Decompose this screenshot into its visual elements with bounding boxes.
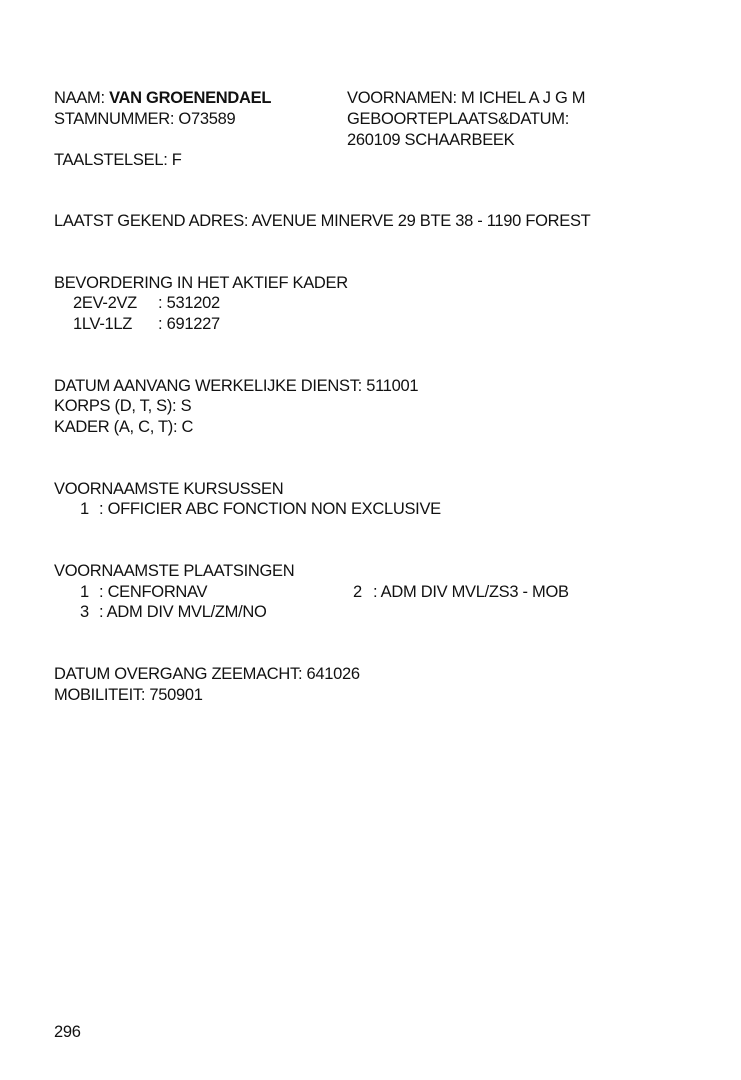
page-number: 296 xyxy=(54,1023,81,1041)
plaatsing-text: : ADM DIV MVL/ZM/NO xyxy=(99,603,267,621)
korps-line: KORPS (D, T, S): S xyxy=(54,397,192,415)
kursus-text: : OFFICIER ABC FONCTION NON EXCLUSIVE xyxy=(99,500,441,518)
naam-line xyxy=(54,88,271,108)
geboorte-label: GEBOORTEPLAATS&DATUM: xyxy=(347,110,569,128)
naam-value: VAN GROENENDAEL xyxy=(109,89,272,107)
plaatsing-number: 2 xyxy=(353,583,362,601)
kursus-number: 1 xyxy=(80,500,89,518)
voornamen-line: VOORNAMEN: M ICHEL A J G M xyxy=(347,89,586,107)
overgang-zeemacht-line: DATUM OVERGANG ZEEMACHT: 641026 xyxy=(54,665,360,683)
kader-line: KADER (A, C, T): C xyxy=(54,418,194,436)
taalstelsel-line: TAALSTELSEL: F xyxy=(54,151,182,169)
naam-label: NAAM: xyxy=(54,89,105,107)
plaatsingen-heading: VOORNAAMSTE PLAATSINGEN xyxy=(54,562,295,580)
plaatsing-number: 1 xyxy=(80,583,89,601)
bevordering-heading: BEVORDERING IN HET AKTIEF KADER xyxy=(54,274,348,292)
stamnummer-line: STAMNUMMER: O73589 xyxy=(54,110,236,128)
plaatsing-number: 3 xyxy=(80,603,89,621)
adres-line: LAATST GEKEND ADRES: AVENUE MINERVE 29 BTE 38 - 1190 FOREST xyxy=(54,212,591,230)
bevordering-grade: 2EV-2VZ xyxy=(73,294,137,312)
bevordering-grade: 1LV-1LZ xyxy=(73,315,133,333)
bevordering-date: : 531202 xyxy=(158,294,220,312)
bevordering-date: : 691227 xyxy=(158,315,220,333)
dienst-aanvang-line: DATUM AANVANG WERKELIJKE DIENST: 511001 xyxy=(54,377,419,395)
plaatsing-text: : ADM DIV MVL/ZS3 - MOB xyxy=(373,583,569,601)
mobiliteit-line: MOBILITEIT: 750901 xyxy=(54,686,203,704)
kursussen-heading: VOORNAAMSTE KURSUSSEN xyxy=(54,480,284,498)
plaatsing-text: : CENFORNAV xyxy=(99,583,208,601)
geboorte-value: 260109 SCHAARBEEK xyxy=(347,131,515,149)
